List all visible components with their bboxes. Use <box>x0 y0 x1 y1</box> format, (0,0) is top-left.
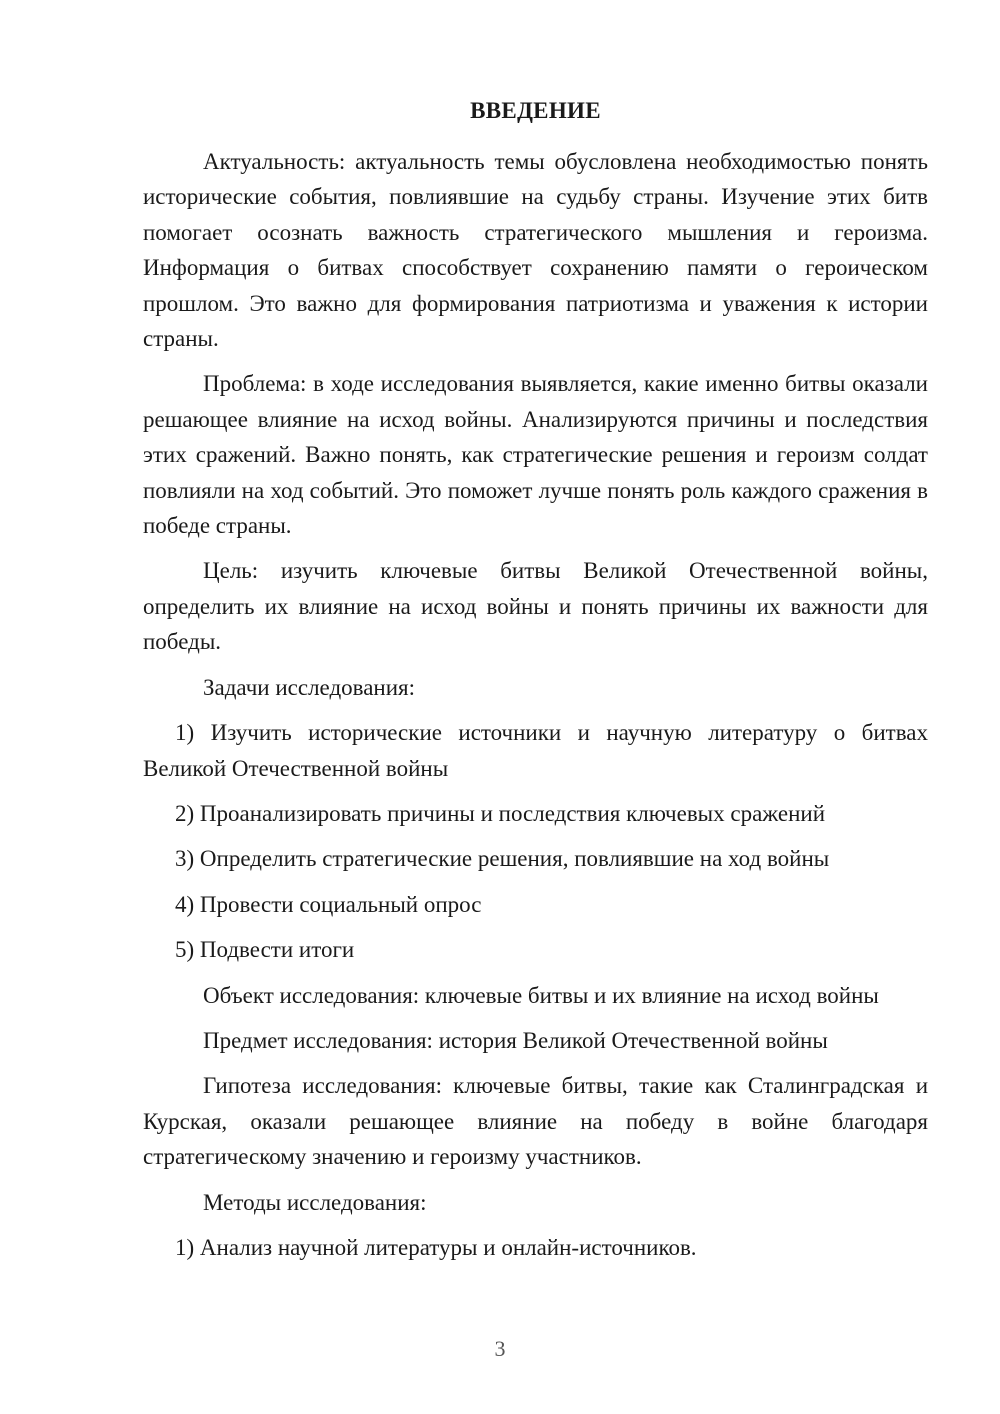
tasks-heading: Задачи исследования: <box>203 674 416 700</box>
section-title: ВВЕДЕНИЕ <box>470 98 601 123</box>
paragraph-goal: Цель: изучить ключевые битвы Великой Отечественной войны, определить их влияние на исход войны и понять причины их важности для победы. <box>143 558 928 655</box>
text-block <box>143 93 928 1275</box>
method-item-1: 1) Анализ научной литературы и онлайн-источников. <box>175 1234 697 1260</box>
paragraph-object: Объект исследования: ключевые битвы и их влияние на исход войны <box>203 982 879 1008</box>
task-item-4: 4) Провести социальный опрос <box>175 891 482 917</box>
task-item-1: 1) Изучить исторические источники и научную литературу о битвах Великой Отечественной войны <box>143 720 928 781</box>
paragraph-hypothesis: Гипотеза исследования: ключевые битвы, такие как Сталинградская и Курская, оказали решающее влияние на победу в войне благодаря стратегическому значению и героизму участников. <box>143 1073 928 1170</box>
methods-heading: Методы исследования: <box>203 1189 427 1215</box>
page-number: 3 <box>494 1336 506 1361</box>
paragraph-problem: Проблема: в ходе исследования выявляется, какие именно битвы оказали решающее влияние на исход войны. Анализируются причины и последствия этих сражений. Важно понять, как стратегические решения и героизм солдат повлияли на ход событий. Это поможет лучше понять роль каждого сражения в победе страны. <box>143 371 928 539</box>
paragraph-subject: Предмет исследования: история Великой Отечественной войны <box>203 1027 828 1053</box>
task-item-3: 3) Определить стратегические решения, повлиявшие на ход войны <box>175 846 830 872</box>
paragraph-relevance: Актуальность: актуальность темы обусловлена необходимостью понять исторические события, повлиявшие на судьбу страны. Изучение этих битв помогает осознать важность стратегического мышления и героизма. Информация о битвах способствует сохранению памяти о героическом прошлом. Это важно для формирования патриотизма и уважения к истории страны. <box>143 149 928 352</box>
task-item-2: 2) Проанализировать причины и последствия ключевых сражений <box>175 800 826 826</box>
task-item-5: 5) Подвести итоги <box>175 937 355 963</box>
